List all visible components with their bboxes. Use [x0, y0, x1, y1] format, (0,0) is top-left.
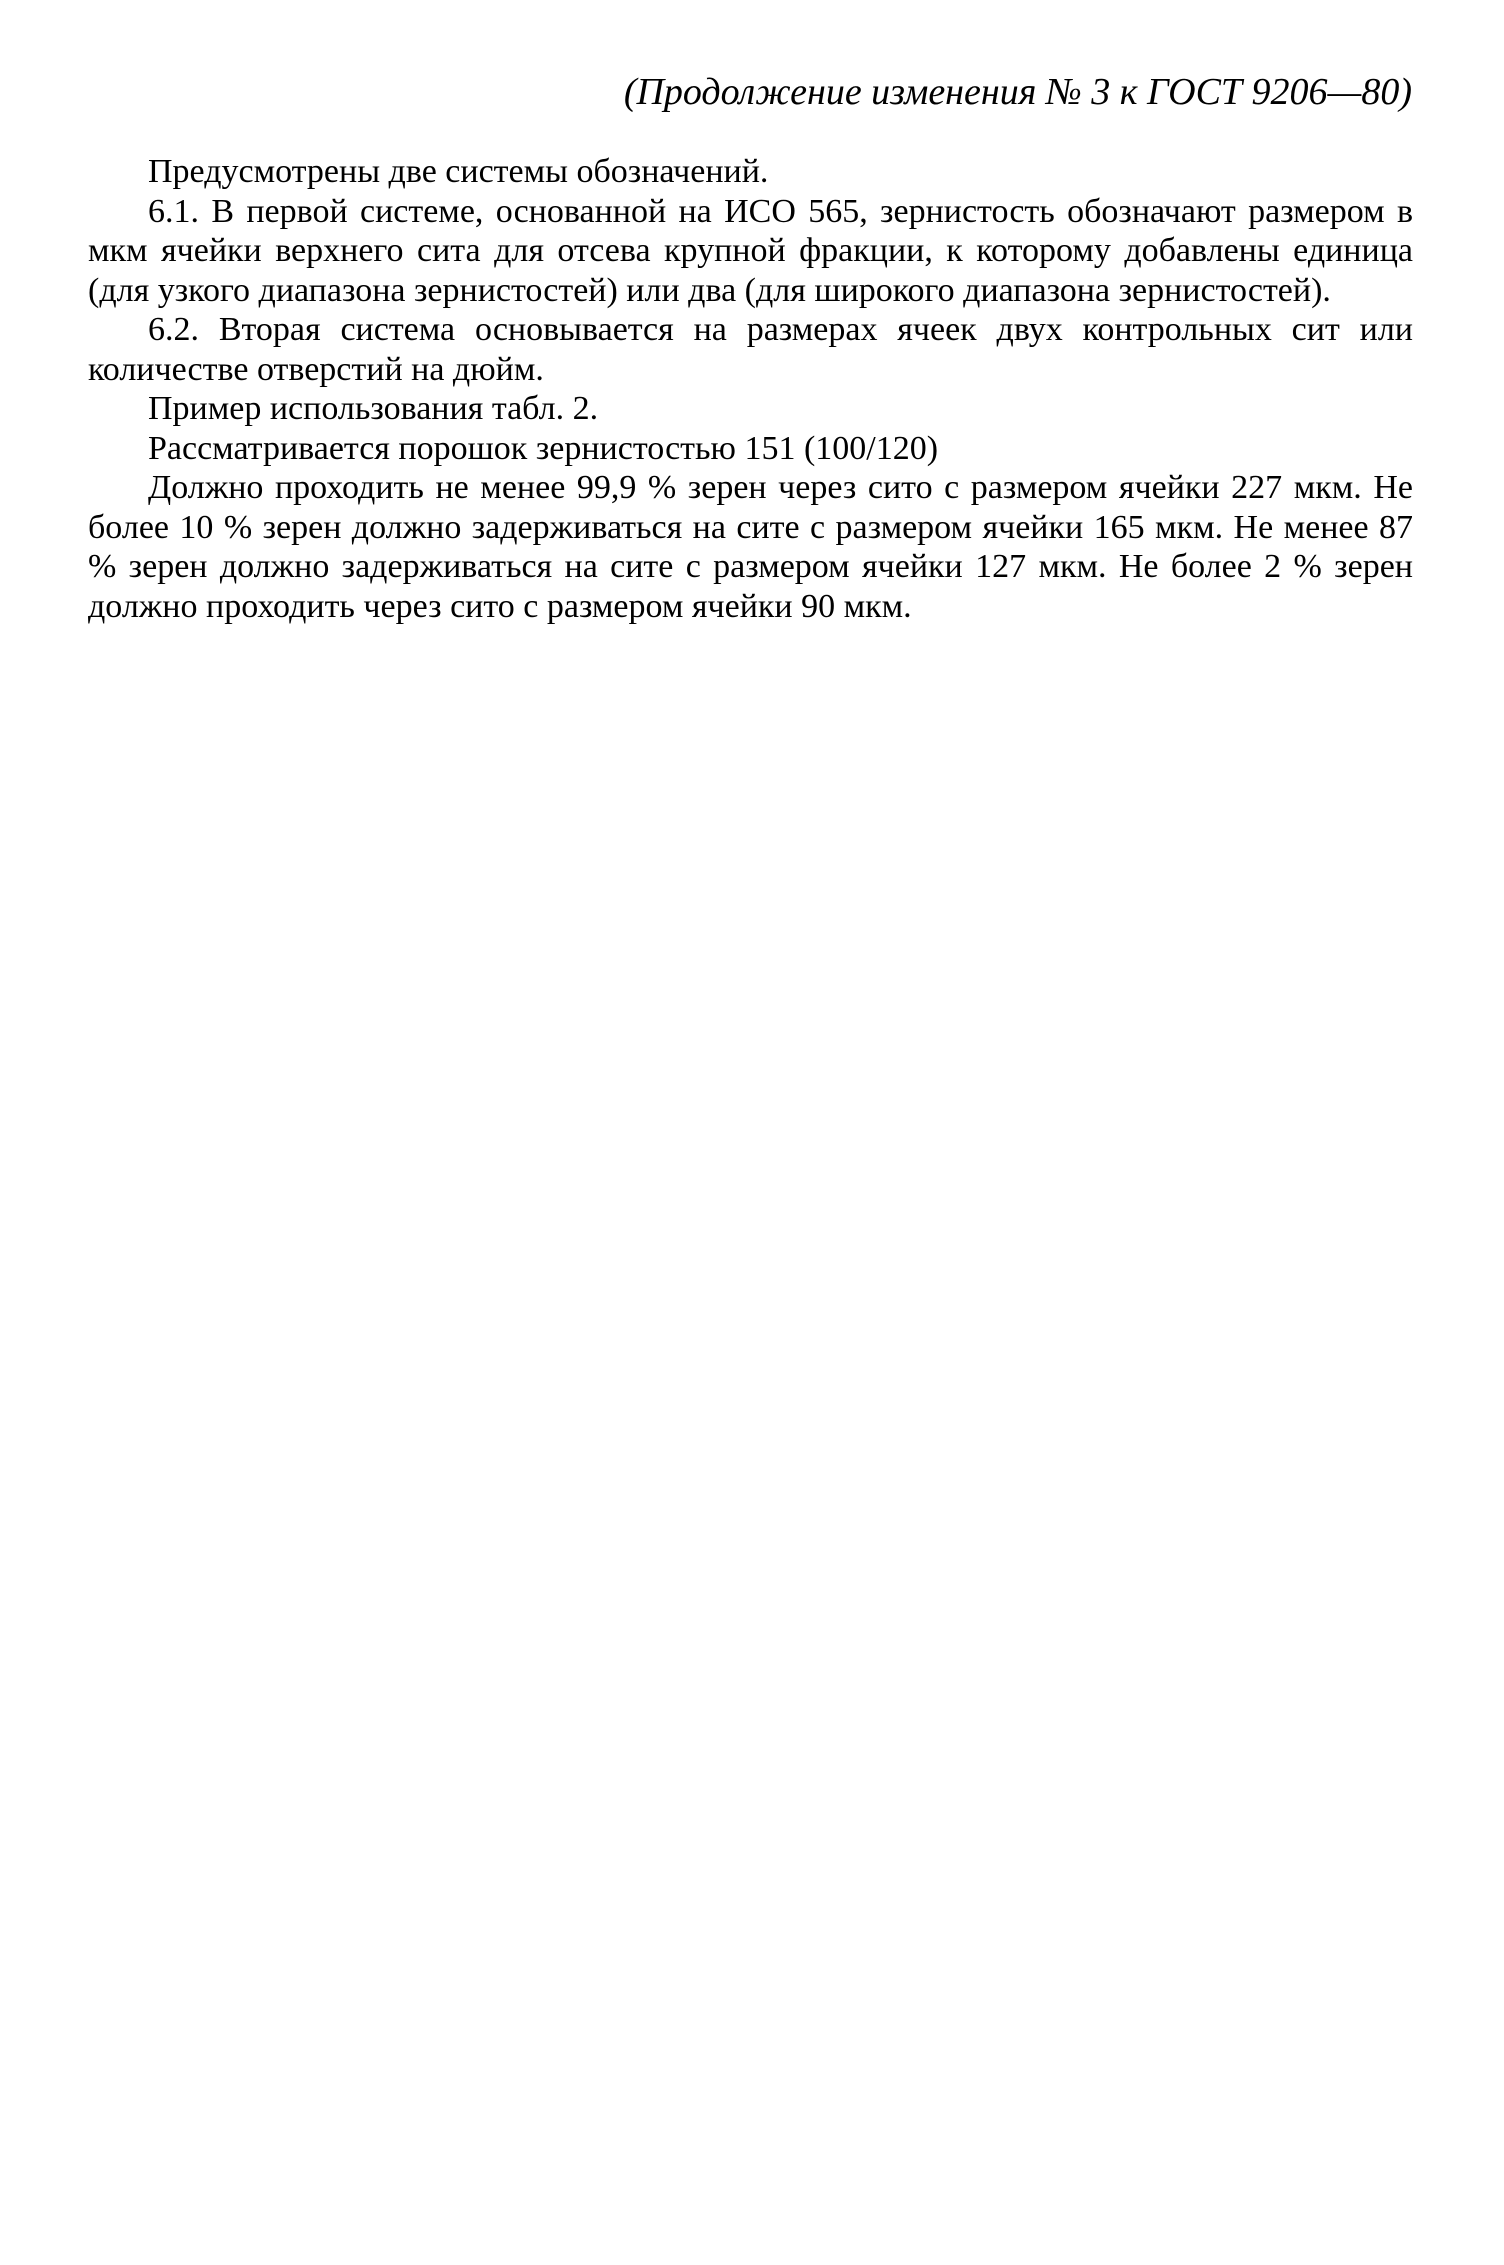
paragraph-6-1: 6.1. В первой системе, основанной на ИСО 565, зернистость обозначают размером в мкм ячейки верхнего сита для отсева крупной фракции, к которому добавлены единица (для узкого диапазона зернистостей) или два (для широкого диапазона зернистостей). — [88, 192, 1413, 309]
paragraph-requirements: Должно проходить не менее 99,9 % зерен через сито с размером ячейки 227 мкм. Не более 10 % зерен должно задерживаться на сите с размером ячейки 165 мкм. Не менее 87 % зерен должно задерживаться на сите с размером ячейки 127 мкм. Не более 2 % зерен должно проходить через сито с размером ячейки 90 мкм. — [88, 469, 1413, 625]
paragraph-example: Пример использования табл. 2. — [148, 390, 599, 427]
paragraph-intro: Предусмотрены две системы обозначений. — [148, 153, 769, 190]
paragraph-6-2: 6.2. Вторая система основывается на размерах ячеек двух контрольных сит или количестве отверстий на дюйм. — [88, 311, 1413, 388]
paragraph-powder: Рассматривается порошок зернистостью 151 (100/120) — [148, 429, 939, 467]
document-body — [88, 152, 1413, 626]
page-header: (Продолжение изменения № 3 к ГОСТ 9206—80) — [623, 71, 1412, 113]
